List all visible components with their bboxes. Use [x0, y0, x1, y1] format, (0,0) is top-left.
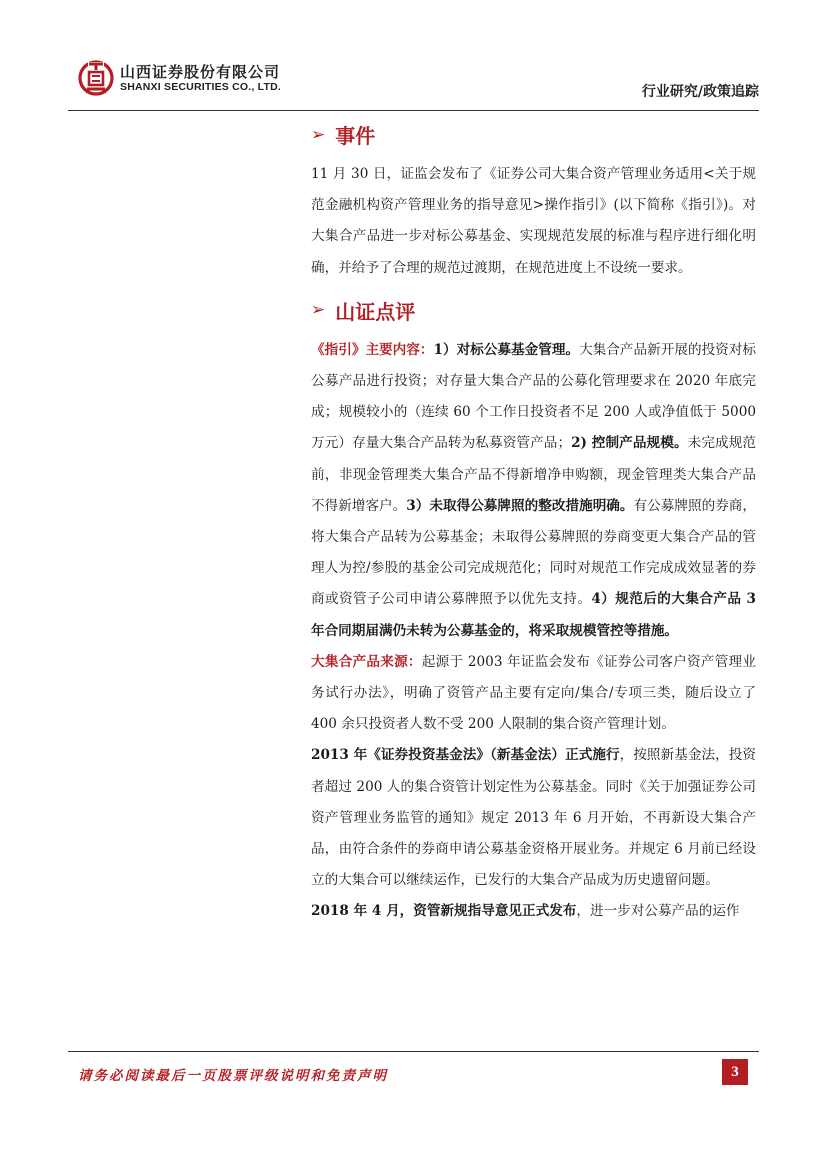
report-body: [311, 114, 756, 928]
body-paragraph: [311, 647, 756, 741]
bold-text: 2) 控制产品规模。: [571, 435, 688, 452]
highlight-label: 《指引》主要内容：: [311, 341, 434, 358]
company-name-en: SHANXI SECURITIES CO., LTD.: [120, 81, 281, 93]
highlight-label: 大集合产品来源：: [311, 653, 422, 670]
arrow-bullet-icon: ➢: [311, 300, 326, 321]
disclaimer-notice: 请务必阅读最后一页股票评级说明和免责声明: [78, 1068, 388, 1084]
footer-divider: [68, 1051, 759, 1052]
section-heading: [311, 296, 756, 325]
bold-text: 4）规范后的大集合产品 3 年合同期届满仍未转为公募基金的，将采取规模管控等措施。: [311, 591, 757, 639]
text-run: 有公募牌照的券商，将大集合产品转为公募基金；未取得公募牌照的券商变更大集合产品的管理人为控/参股的基金公司完成规范化；同时对规范工作完成成效显著的券商或资管子公司申请公募牌照予以优先支持。: [311, 497, 757, 608]
company-logo: [78, 58, 318, 102]
text-run: 大集合产品新开展的投资对标公募产品进行投资；对存量大集合产品的公募化管理要求在 2020 年底完成；规模较小的（连续 60 个工作日投资者不足 200 人或净值低于 5000 万元）存量大集合产品转为私募资管产品；: [311, 341, 756, 452]
body-paragraph: [311, 896, 756, 927]
text-run: ，按照新基金法，投资者超过 200 人的集合资管计划定性为公募基金。同时《关于加强证券公司资产管理业务监管的通知》规定 2013 年 6 月开始，不再新设大集合产品，由符合条件的券商申请公募基金资格开展业务。并规定 6 月前已经设立的大集合可以继续运作，已发行的大集合产品成为历史遗留问题。: [311, 747, 757, 889]
section-title: 山证点评: [335, 299, 416, 324]
bold-text: 2013 年《证券投资基金法》（新基金法）正式施行: [311, 747, 620, 764]
arrow-bullet-icon: ➢: [311, 124, 326, 145]
section-heading: [311, 120, 756, 149]
company-logo-icon: [78, 58, 114, 98]
body-paragraph: [311, 740, 756, 896]
page-number: 3: [722, 1059, 748, 1085]
text-run: 起源于 2003 年证监会发布《证券公司客户资产管理业务试行办法》，明确了资管产品主要有定向/集合/专项三类，随后设立了 400 余只投资者人数不受 200 人限制的集合资产管理计划。: [311, 653, 756, 733]
text-run: 未完成规范前，非现金管理类大集合产品不得新增净申购额，现金管理类大集合产品不得新增客户。: [311, 435, 757, 514]
header-divider: [68, 110, 759, 111]
body-paragraph: [311, 159, 756, 284]
company-name-cn: 山西证券股份有限公司: [120, 63, 281, 81]
text-run: ，进一步对公募产品的运作: [576, 903, 740, 920]
bold-text: 2018 年 4 月，资管新规指导意见正式发布: [311, 903, 577, 920]
body-paragraph: [311, 335, 756, 647]
bold-text: 3）未取得公募牌照的整改措施明确。: [406, 497, 634, 514]
report-section-label: 行业研究/政策追踪: [641, 84, 759, 100]
text-run: 11 月 30 日，证监会发布了《证券公司大集合资产管理业务适用<关于规范金融机构资产管理业务的指导意见>操作指引》(以下简称《指引》)。对大集合产品进一步对标公募基金、实现规范发展的标准与程序进行细化明确，并给予了合理的规范过渡期，在规范进度上不设统一要求。: [311, 166, 756, 276]
bold-text: 1）对标公募基金管理。: [433, 341, 580, 358]
section-title: 事件: [335, 124, 376, 148]
